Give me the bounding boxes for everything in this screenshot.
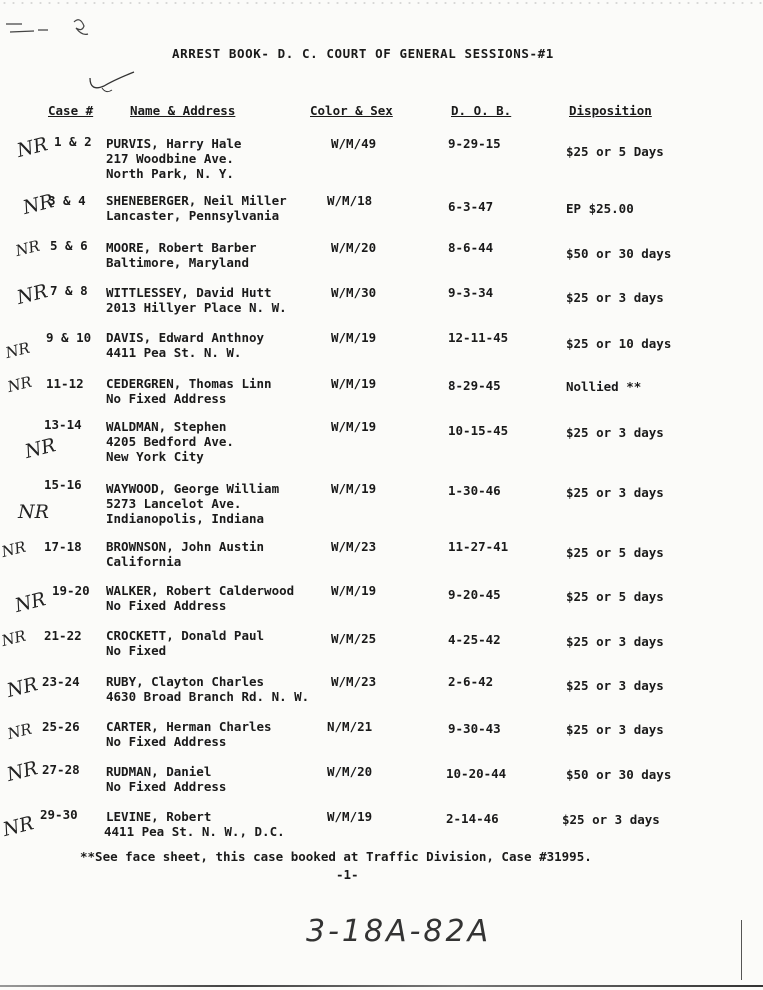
defendant-name: WALDMAN, Stephen	[106, 419, 227, 434]
case-number: 11-12	[46, 376, 84, 391]
color-sex-age: W/M/19	[327, 809, 373, 824]
color-sex-age: N/M/21	[327, 719, 373, 734]
nr-handwritten-mark: NR	[0, 812, 37, 841]
color-sex-age: W/M/25	[331, 631, 377, 646]
case-number: 23-24	[42, 674, 80, 689]
defendant-address: No Fixed Address	[106, 391, 227, 406]
defendant-address: 4205 Bedford Ave.	[106, 434, 234, 449]
arrest-record-row	[0, 330, 763, 380]
nr-handwritten-mark: NR	[12, 588, 49, 617]
arrest-record-row	[0, 757, 763, 814]
defendant-address-line2: New York City	[106, 449, 204, 464]
date-of-birth: 1-30-46	[448, 483, 501, 498]
disposition: $25 or 3 days	[566, 722, 664, 737]
defendant-name: CROCKETT, Donald Paul	[106, 628, 265, 643]
color-sex-age: W/M/18	[327, 193, 373, 208]
defendant-address: 2013 Hillyer Place N. W.	[106, 300, 287, 315]
defendant-name: CARTER, Herman Charles	[106, 719, 272, 734]
arrest-record-row	[0, 236, 763, 290]
case-number: 27-28	[42, 762, 80, 777]
header-color-sex: Color & Sex	[310, 103, 393, 118]
defendant-address: No Fixed	[106, 643, 167, 658]
disposition: $25 or 10 days	[566, 336, 672, 351]
arrest-record-row	[0, 133, 763, 186]
case-number: 21-22	[44, 628, 82, 643]
case-number: 7 & 8	[50, 283, 88, 298]
arrest-record-row	[0, 583, 763, 633]
header-disposition: Disposition	[569, 103, 652, 118]
disposition: $50 or 30 days	[566, 767, 672, 782]
defendant-address: California	[106, 554, 182, 569]
date-of-birth: 10-15-45	[448, 423, 509, 438]
arrest-record-row	[0, 477, 763, 527]
header-name-address: Name & Address	[130, 103, 236, 118]
nr-handwritten-mark: NR	[5, 372, 34, 396]
defendant-address-line2: Indianopolis, Indiana	[106, 511, 265, 526]
nr-handwritten-mark: NR	[4, 673, 41, 702]
color-sex-age: W/M/49	[331, 136, 377, 151]
arrest-record-row	[0, 280, 763, 335]
header-dob: D. O. B.	[451, 103, 512, 118]
disposition: $25 or 5 days	[566, 545, 664, 560]
arrest-record-row	[0, 539, 763, 589]
defendant-name: SHENEBERGER, Neil Miller	[106, 193, 287, 208]
date-of-birth: 6-3-47	[448, 199, 494, 214]
defendant-name: WALKER, Robert Calderwood	[106, 583, 295, 598]
disposition: $25 or 3 days	[566, 485, 664, 500]
color-sex-age: W/M/20	[331, 240, 377, 255]
nr-handwritten-mark: NR	[3, 338, 32, 362]
color-sex-age: W/M/19	[331, 330, 377, 345]
arrest-record-row	[0, 190, 763, 243]
date-of-birth: 9-30-43	[448, 721, 501, 736]
case-number: 9 & 10	[46, 330, 92, 345]
arrest-record-row	[0, 628, 763, 678]
defendant-name: WITTLESSEY, David Hutt	[106, 285, 272, 300]
defendant-name: WAYWOOD, George William	[106, 481, 280, 496]
date-of-birth: 2-6-42	[448, 674, 494, 689]
case-number: 25-26	[42, 719, 80, 734]
defendant-name: PURVIS, Harry Hale	[106, 136, 242, 151]
case-number: 29-30	[40, 807, 78, 822]
color-sex-age: W/M/20	[327, 764, 373, 779]
color-sex-age: W/M/19	[331, 376, 377, 391]
disposition: $25 or 5 days	[566, 589, 664, 604]
case-number: 3 & 4	[48, 193, 86, 208]
disposition: EP $25.00	[566, 201, 634, 216]
color-sex-age: W/M/23	[331, 539, 377, 554]
nr-handwritten-mark: NR	[14, 133, 51, 162]
defendant-address: 5273 Lancelot Ave.	[106, 496, 242, 511]
nr-handwritten-mark: NR	[0, 626, 28, 650]
color-sex-age: W/M/30	[331, 285, 377, 300]
case-number: 1 & 2	[54, 134, 92, 149]
color-sex-age: W/M/23	[331, 674, 377, 689]
disposition: $25 or 3 days	[566, 634, 664, 649]
case-number: 19-20	[52, 583, 90, 598]
disposition: Nollied **	[566, 379, 642, 394]
arrest-record-row	[0, 674, 763, 724]
nr-handwritten-mark: NR	[13, 236, 42, 260]
date-of-birth: 12-11-45	[448, 330, 509, 345]
perforation-dots	[0, 0, 763, 6]
case-number: 17-18	[44, 539, 82, 554]
defendant-name: BROWNSON, John Austin	[106, 539, 265, 554]
header-case: Case #	[48, 103, 94, 118]
defendant-name: CEDERGREN, Thomas Linn	[106, 376, 272, 391]
defendant-name: MOORE, Robert Barber	[106, 240, 257, 255]
nr-handwritten-mark: NR	[22, 434, 59, 463]
case-number: 15-16	[44, 477, 82, 492]
nr-handwritten-mark: NR	[5, 719, 34, 743]
defendant-address: Baltimore, Maryland	[106, 255, 249, 270]
document-title: ARREST BOOK- D. C. COURT OF GENERAL SESSIONS-#1	[172, 46, 554, 61]
date-of-birth: 8-6-44	[448, 240, 494, 255]
color-sex-age: W/M/19	[331, 583, 377, 598]
defendant-address: No Fixed Address	[106, 598, 227, 613]
disposition: $25 or 3 days	[566, 290, 664, 305]
disposition: $25 or 3 days	[562, 812, 660, 827]
disposition: $25 or 5 Days	[566, 144, 664, 159]
nr-handwritten-mark: NR	[20, 190, 57, 219]
date-of-birth: 9-29-15	[448, 136, 501, 151]
date-of-birth: 9-20-45	[448, 587, 501, 602]
defendant-name: LEVINE, Robert	[106, 809, 212, 824]
date-of-birth: 8-29-45	[448, 378, 501, 393]
defendant-address: 4411 Pea St. N. W., D.C.	[104, 824, 285, 839]
defendant-address: 4411 Pea St. N. W.	[106, 345, 242, 360]
defendant-address-line2: North Park, N. Y.	[106, 166, 234, 181]
date-of-birth: 11-27-41	[448, 539, 509, 554]
footnote: **See face sheet, this case booked at Traffic Division, Case #31995.	[80, 849, 592, 864]
disposition: $25 or 3 days	[566, 678, 664, 693]
corner-scribble-mark	[4, 14, 114, 54]
case-number: 5 & 6	[50, 238, 88, 253]
disposition: $25 or 3 days	[566, 425, 664, 440]
defendant-name: RUDMAN, Daniel	[106, 764, 212, 779]
defendant-address: No Fixed Address	[106, 734, 227, 749]
defendant-name: DAVIS, Edward Anthnoy	[106, 330, 265, 345]
page-edge-line	[741, 920, 742, 980]
page-bottom-border	[0, 985, 763, 987]
handwritten-file-number: 3-18A-82A	[306, 914, 492, 949]
page-number: -1-	[336, 867, 359, 882]
case-number: 13-14	[44, 417, 82, 432]
defendant-address: 4630 Broad Branch Rd. N. W.	[106, 689, 310, 704]
color-sex-age: W/M/19	[331, 419, 377, 434]
arrest-record-row	[0, 719, 763, 769]
date-of-birth: 10-20-44	[446, 766, 507, 781]
nr-handwritten-mark: NR	[14, 280, 51, 309]
date-of-birth: 9-3-34	[448, 285, 494, 300]
handwritten-check-mark	[82, 58, 142, 98]
defendant-address: No Fixed Address	[106, 779, 227, 794]
defendant-address: Lancaster, Pennsylvania	[106, 208, 280, 223]
nr-handwritten-mark: NR	[18, 501, 49, 523]
color-sex-age: W/M/19	[331, 481, 377, 496]
nr-handwritten-mark: NR	[0, 537, 28, 561]
defendant-address: 217 Woodbine Ave.	[106, 151, 234, 166]
disposition: $50 or 30 days	[566, 246, 672, 261]
date-of-birth: 2-14-46	[446, 811, 499, 826]
date-of-birth: 4-25-42	[448, 632, 501, 647]
nr-handwritten-mark: NR	[4, 757, 41, 786]
defendant-name: RUBY, Clayton Charles	[106, 674, 265, 689]
arrest-record-row	[0, 419, 763, 469]
